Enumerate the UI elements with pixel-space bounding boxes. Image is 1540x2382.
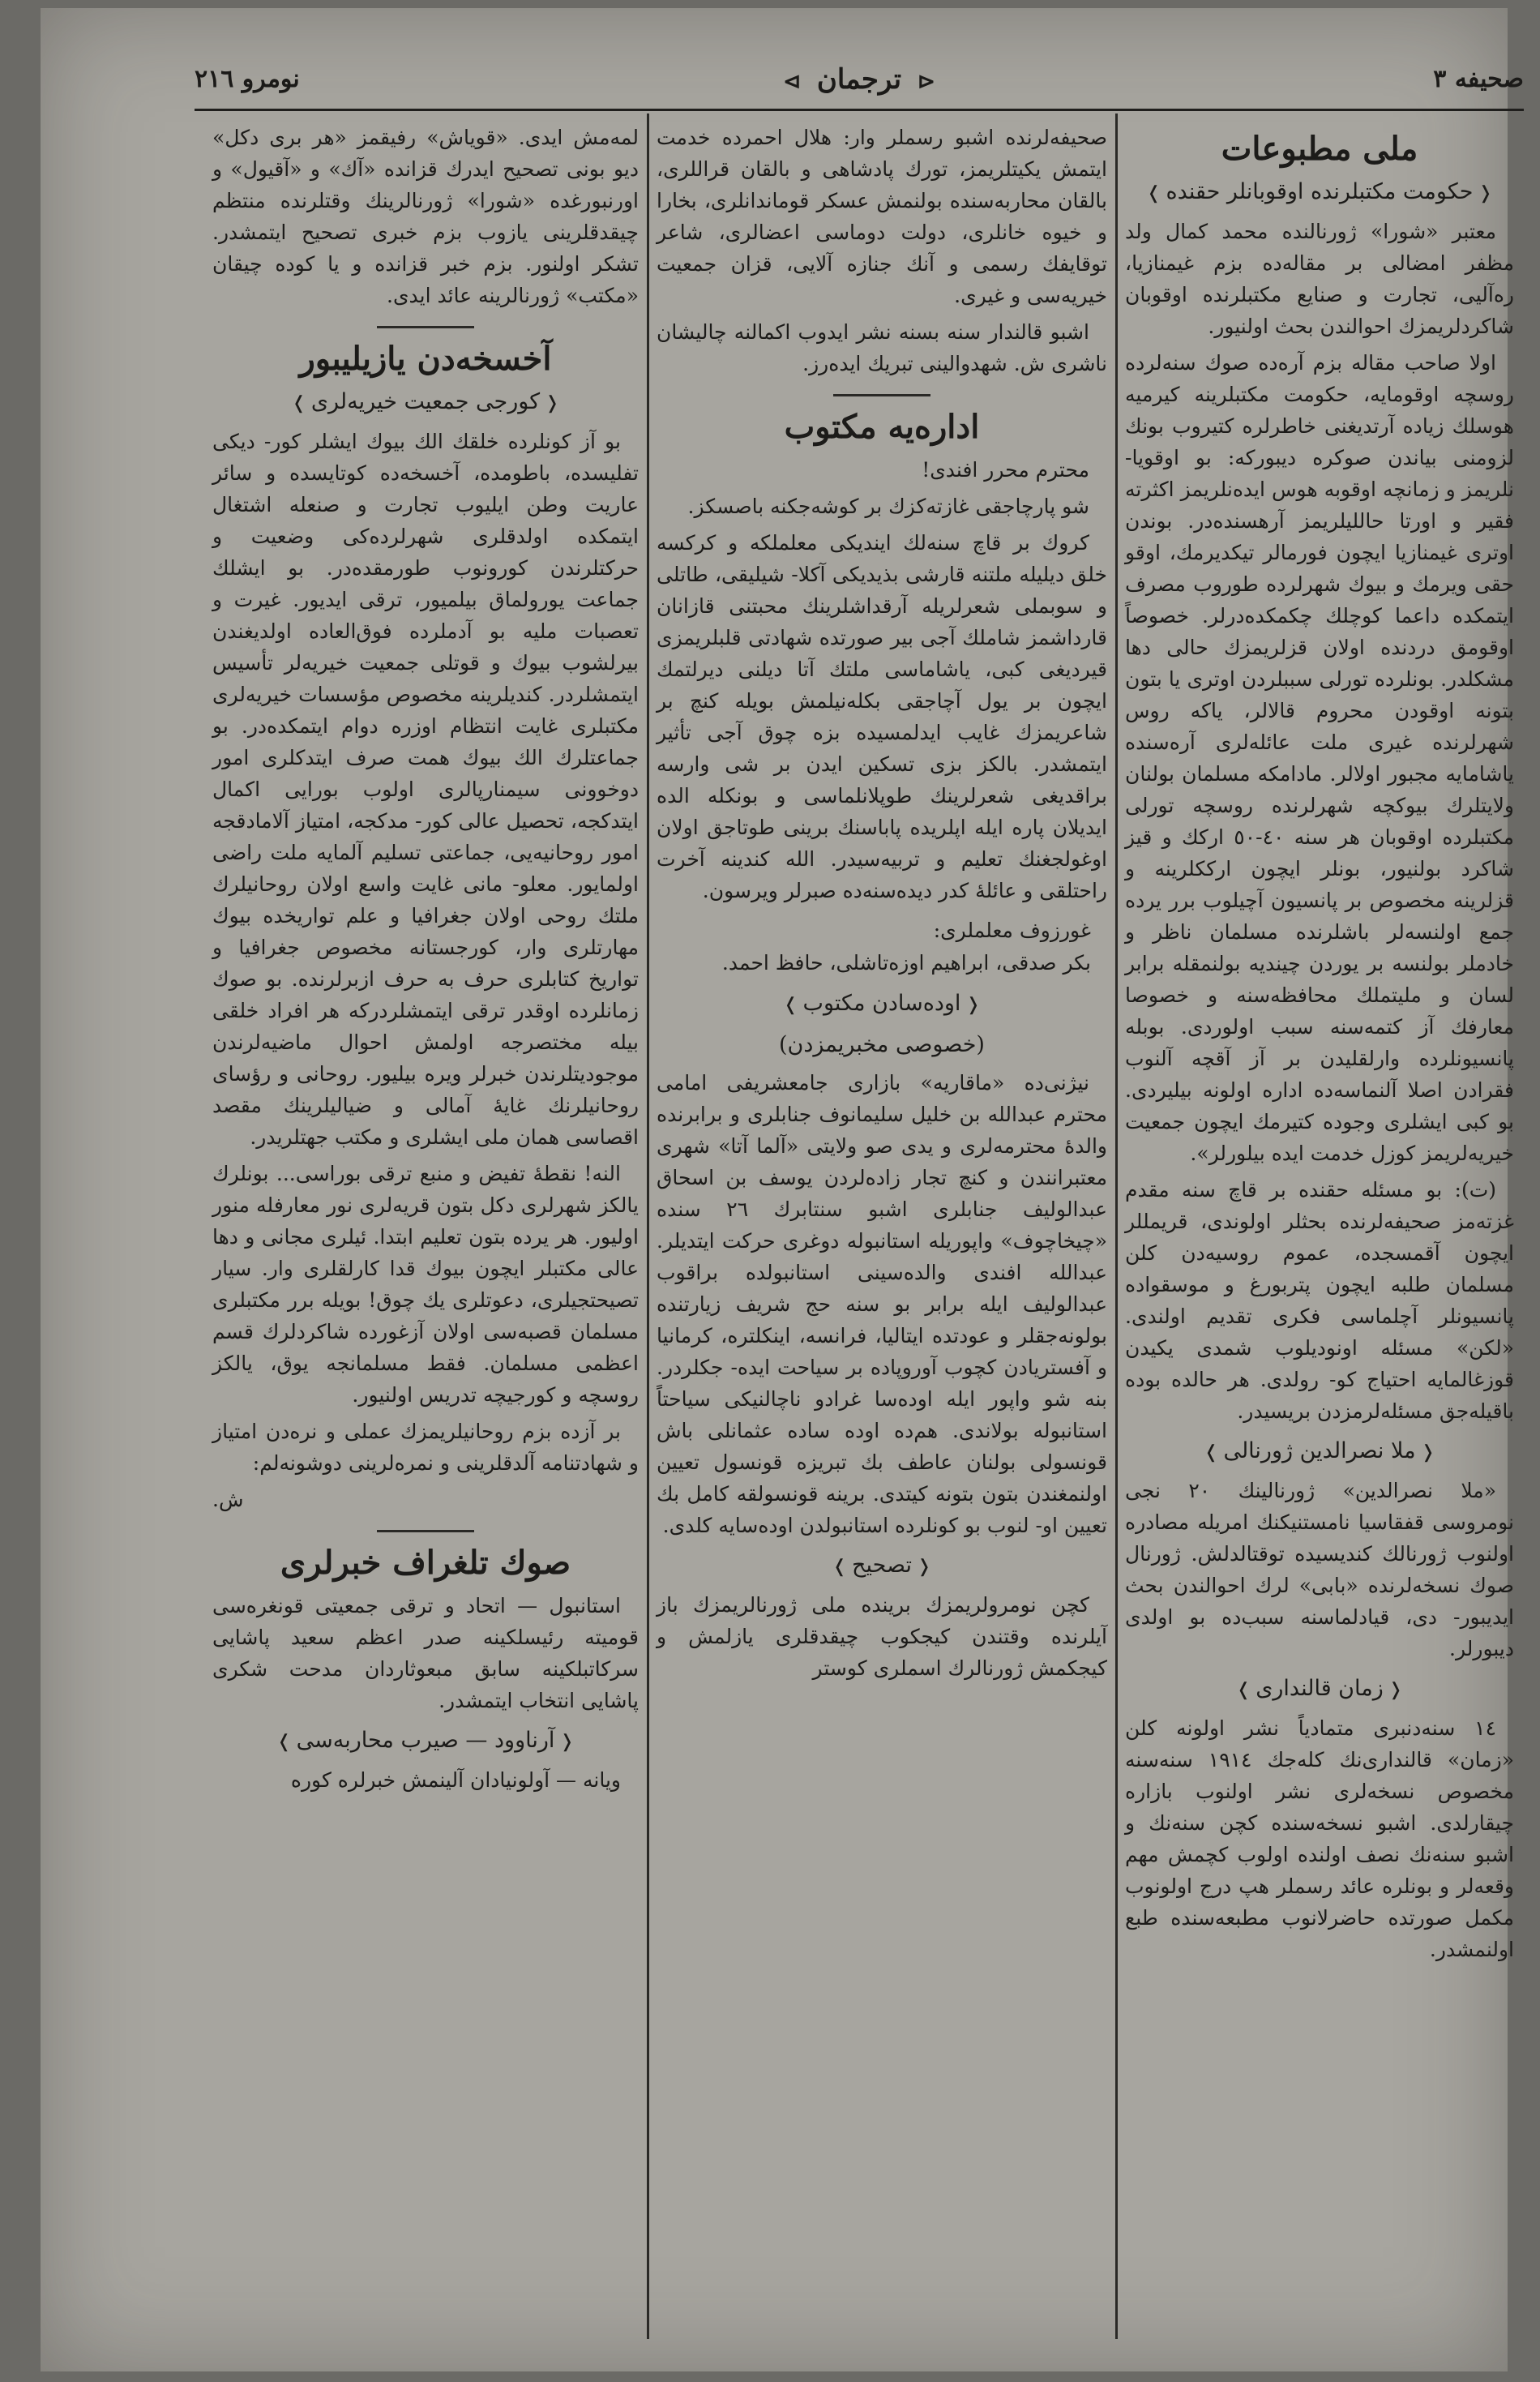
section-heading: آخسخه‌دن یازیلیبور: [299, 340, 552, 378]
paragraph: «ملا نصرالدین» ژورنالینك ٢٠ نجی نومروسی قفقاسیا نامستنیکنك امریله مصادره اولنوب ژورنالك کندیسیده توقتالدلش. ژورنال صوك نسخه‌لرنده «بابی» لرك احوالندن بحث ایدیبور- دی، قیادلماسنه سبب‌ده بو اولدی دیبورلر.: [1125, 1479, 1514, 1660]
paragraph: نیژنی‌ده «ماقاریه» بازاری جامعشریفی امامی محترم عبدالله بن خلیل سلیمانوف جنابلری و برابرنده والدهٔ محترمه‌لری و یدی صو ولایتی «آلما آتا» شهری معتبرانندن و کنچ تجار زاده‌لردن یوسف بن اسحاق عبدالولیف جنابلری اشبو سنتابرك ٢٦ سنده «چیخاچوف» واپوریله استانبوله دوغری حرکت ایتدیلر. عبدالله افندی والده‌سینی استانبولده براقوب عبدالولیف ایله برابر بو سنه حج شریف زیارتنده بولونه‌جقلر و عودتده ایتالیا، فرانسه، اینکلتره، کرمانیا و آفستریادن کچوب آوروپاده بر سیاحت ایده- جکلردر. بنه شو واپور ایله اوده‌سا غرادو ناچالنیکی سیاحتاً استانبوله بولاندی. هم‌ده اوده ساده عثمانلی باش قونسولی بولنان عاطف بك تبریزه قونسول تعیین اولنمغندن بتون بتونه کیتدی. برینه قونسولقه کامل بك تعیین او- لنوب بو کونلرده استانبولدن اوده‌سایه کلدی.: [657, 1071, 1107, 1537]
signature-title: غورزوف معلملری:: [933, 919, 1091, 942]
column-right: [1125, 122, 1514, 1970]
page-header: [195, 65, 1524, 104]
paragraph: معتبر «شورا» ژورنالنده محمد کمال ولد مظفر امضالی بر مقاله‌ده بزم غیمنازیا، ره‌آلیی، تجارت و صنایع مکتبلرنده اوقوبان شاکردلریمزك احوالندن بحث اولنیور.: [1125, 220, 1514, 338]
paragraph: النه! نقطهٔ تفیض و منبع ترقی بوراسی... بونلرك یالکز شهرلری دکل بتون قریه‌لری نور معارفله منور اولیور. هر یرده بتون تعلیم ابتدا. ئیلری مجانی و دها عالی مکتبلر ایچون بیوك قدا کارلقلری وار. سیار تصیحتجیلری، دعوتلری یك چوق! بویله برر مکتبلری مسلمان قصبه‌سی اولان آزغورده شاکردلرك قسم اعظمی مسلمان. فقط مسلمانجه یوق، یالکز روسچه و کورجیچه تدریس اولنیور.: [212, 1162, 639, 1407]
paragraph: شو پارچاجقی غازته‌کزك بر کوشه‌جکنه باصسکز.: [687, 495, 1089, 518]
paragraph: ویانه — آولونیادان آلینمش خبرلره کوره: [290, 1768, 621, 1792]
newspaper-page: [41, 8, 1524, 2371]
section-divider: [377, 326, 474, 328]
signature: ش.: [212, 1488, 244, 1511]
newspaper-title: ترجمان: [816, 63, 902, 96]
masthead: [776, 63, 942, 96]
paragraph: بو آز کونلرده خلقك الك بیوك ایشلر کور- دیکی تفلیسده، باطومده، آخسخه‌ده کوتایسده و سائر عاریت وطن ایلیوب تجارت و صنعله اشتغال ایتمکده اولدقلری شهرلرده‌کی وضعیت و حرکتلرندن کورونوب طورمقده‌در. بو ایشلك جماعت یورولماق بیلمیور، ترقی ایدیور. غیرت و تعصبات ملیه بو آدملرده فوق‌العاده اولدیغندن بیرلشوب بیوك و قوتلی جمعیت خیریه‌لر تأسیس ایتمشلردر. کندیلرینه مخصوص مؤسسات خیریه‌لری مکتبلری غایت انتظام اوزره دوام ایتمکده‌در. بو جماعتلرك الك بیوك همت صرف ایتدکلری امور دوخوونی سیمنارپالری اولوب بورایی اکمال ایتدکجه، تحصیل عالی کور- مدکجه، امتیاز آلامادقجه امور روحانیه‌یی، جماعتی تسلیم آلمایه ملت راضی اولمایور. معلو- مانی غایت واسع اولان روحانیلرك ملتك روحی اولان جغرافیا و علم تواریخده بیوك مهارتلری وار، کورجستانه مخصوص جغرافیا و تواریخ کتابلری حرف به حرف ازبرلرنده. بو صوك زمانلرده اوقدر ترقی ایتمشلردرکه هر افراد خلقی بیله مختصرجه اولمش احوال ماضیه‌لرندن موجودیتلرندن خبرلر ویره بیلیور. روحانی و رؤسای روحانیلرنك غایهٔ آمالی و ضیالیلرینك مقصد اقصاسی همان ملی ایشلری و مکتب جهتلریدر.: [212, 430, 639, 1149]
paragraph: اشبو قالندار سنه بسنه نشر ایدوب اکمالنه چالیشان ناشری ش. شهدوالینی تبریك ایده‌رز.: [657, 320, 1107, 375]
subheading: ❬اوده‌سادن مکتوب❭: [783, 991, 981, 1016]
column-left: [212, 122, 639, 1801]
paragraph: کچن نومرولریمزك برینده ملی ژورنالریمزك باز آیلرنده وقتندن کیجکوب چیقدقلری یازلمش و کیجکمش ژورنالرك اسملری کوستر: [657, 1593, 1107, 1680]
subheading: ❬زمان قالنداری❭: [1235, 1676, 1404, 1701]
column-divider: [647, 114, 649, 2339]
signature-names: بکر صدقی، ابراهیم اوزه‌تاشلی، حافظ احمد.: [721, 951, 1091, 975]
paragraph: ١٤ سنه‌دنبری متمادیاً نشر اولونه کلن «زمان» قالنداری‌نك کله‌جك ١٩١٤ سنه‌سنه مخصوص نسخه‌لری نشر اولنوب بازاره چیقارلدی. اشبو نسخه‌سنده کچن سنه‌نك و اشبو سنه‌نك نصف اولنده اولوب کچمش مهم وقعه‌لر و بونلره عائد رسملر هپ درج اولونوب مکمل صورتده حاضرلانوب مطبعه‌سنده طبع اولنمشدر.: [1125, 1716, 1514, 1961]
subheading: ❬کورجی جمعیت خیریه‌لری❭: [291, 389, 560, 414]
letter-signature: [657, 915, 1107, 979]
ornament-left-icon: ⊳: [783, 70, 802, 94]
paragraph: کروك بر قاچ سنه‌لك ایندیکی معلملکه و کرکسه خلق دیلیله ملتنه قارشی بذیدیکی آکلا- شیلیقی، طاتلی و سوبملی شعرلریله آرقداشلرینك محبتنی قازانان قارداشمز شاملك آجی بیر صورتده شهادتی قلبلریمزی قیردیغی کبی، یاشاماسی ملتك آتا دیلنی دیرلتمك ایچون بر یول آچاجقی بکله‌نیلمش بویله کنچ بر شاعریمزك غایب ایدلمسیده بزه چوق آجی تأثیر ایتمشدر. بالکز بزی تسکین ایدن بر شی وارسه براقدیغی شعرلرینك طوپلانلماسی و بونکله الده ایدیلان پاره ایله اپلریده پاباسنك برینی طوتاجق اولان اوغولجغنك تعلیم و تربیه‌سیدر. الله کندینه آخرت راحتلقی و عائلهٔ کدر دیده‌سنه‌ده صبرلر ویرسون.: [657, 531, 1107, 902]
paragraph: لمه‌مش ایدی. «قویاش» رفیقمز «هر بری دکل» دیو بونی تصحیح ایدرك قزانده «آك» و «آقیول» و اورنبورغده «شورا» ژورنالرینك وقتلرنده منتظم چیقدقلرینی یازوب بزم خبری تصحیح ایتمشدر. تشکر اولنور. بزم خبر قزانده و یا کوده چیقان «مکتب» ژورنالرینه عائد ایدی.: [212, 126, 639, 307]
section-heading: اداره‌یه مکتوب: [784, 408, 980, 446]
header-rule: [195, 109, 1524, 111]
paragraph: اولا صاحب مقاله بزم آره‌ده صوك سنه‌لرده روسچه اوقومایه، حکومت مکتبلرینه کیرمیه هوسلك زیاده آرتدیغنی خاطرلره کتیروب بونك لزومنی بیاندن صوکره دیبورکه: بو اوقویا- نلریمز و زمانچه اوقوبه هوس ایده‌نلریمز اکثرته فقیر و اورتا حالليلريمز آرهسنده‌در. بوندن اوتری غیمنازیا ایچون فورمالر تیکدیرمك، اوقو حقی ویرمك و بیوك شهرلرده طوروب مصرف ایتمکده داعما کوچلك چکمکده‌درلر. خصوصاً اوقومق درد‌نده اولان قزلریمزك حالی دها مشکلدر. بونلرده تورلی سببلردن اوتری یا بتون بتونه اوقودن محروم قالالر، یاکه روس شهرلرنده غیری ملت عائله‌لری آره‌سنده یاشامایه مجبور اولالر. مادامکه مسلمان بولنان ولایتلرك بیوکچه شهرلرنده روسچه تورلی مکتبلرده اوقوبان هر سنه ٤٠-٥٠ ارکك و قیز شاکرد بولنیور، بونلر ایچون ارککلرینه و قزلرینه مخصوص بر پانسیون آچیلوب برر یرده جمع اولنسه‌لر باشلرنده مسلمان ناظر و خادملر بولنسه بر یوردن چیندیه بولنمقله برابر لسان و ملیتملك محافظه‌سنه و خصوصا معارفك آز کتمه‌سنه سبب اولوردی. بوبله پانسیونلرده وارلقلیدن بر آز آقچه آلنوب فقرادن اصلا آلنماسه‌ده اداره اولونه بیلیردی. بو کبی ایشلری وجوده کتیرمك ایچون جمعیت خیریه‌لریمز کوزل خدمت ایده بیلورلر».: [1125, 351, 1514, 1165]
paragraph: استانبول — اتحاد و ترقی جمعیتی قونغره‌سی قومیته رئیسلکینه صدر اعظم سعید پاشایی سرکاتبلکینه سابق مبعوثاردان مدحت شکری پاشایی انتخاب ایتمشدر.: [212, 1594, 639, 1712]
column-middle: [657, 122, 1107, 1689]
section-divider: [833, 394, 930, 396]
paragraph: صحیفه‌لرنده اشبو رسملر وار: هلال احمرده خدمت ایتمش یکیتلریمز، تورك پادشاهی و بالقان قراللری، بالقان محاربه‌سنده بولنمش عسکر قوماندانلری، بخارا و خیوه خانلری، دولت دوماسی اعضالری، شاعر توقایفك رسمی و آنك جنازه آلایی، قزان جمعیت خیریه‌سی و غیری.: [657, 126, 1107, 307]
subheading: ❬تصحیح❭: [832, 1553, 932, 1578]
section-heading: صوك تلغراف خبرلری: [280, 1544, 571, 1582]
subheading: ❬ملا نصرالدین ژورنالی❭: [1204, 1438, 1435, 1463]
section-heading: ملی مطبوعات: [1221, 130, 1418, 168]
subheading: ❬حکومت مکتبلرنده اوقوبانلر حقنده❭: [1146, 179, 1493, 204]
paragraph: (ت): بو مسئله حقنده بر قاچ سنه مقدم غزته‌مز صحیفه‌لرنده بحثلر اولوندی، قریمللر ایچون آقمسجده، عموم روسیه‌دن کلن مسلمان طلبه ایچون پتربورغ و موسقواده پانسیونلر آچلماسی فکری تقدیم اولندی. «لکن» مسئله اونودیلوب شمدی یکیدن قوزغالمایه احتیاج کو- رولدی. هر حالده بوده باقیله‌جق مسئله‌لرمزدن بریسیدر.: [1125, 1178, 1514, 1423]
column-divider: [1115, 114, 1118, 2339]
ornament-right-icon: ⊲: [917, 70, 935, 94]
salutation: محترم محرر افندی!: [922, 458, 1089, 482]
subheading-note: (خصوصی مخبریمزدن): [779, 1032, 985, 1057]
issue-number: نومرو ٢١٦: [195, 65, 300, 93]
paragraph: بر آزده بزم روحانیلریمزك عملی و نره‌دن امتیاز و شهادتنامه آلدقلرینی و نمره‌لرینی دوشونه‌لم:: [212, 1420, 639, 1475]
page-number: صحیفه ٣: [1433, 65, 1524, 93]
section-divider: [377, 1530, 474, 1532]
subheading: ❬آرناوود — صیرب محاربه‌سی❭: [276, 1728, 575, 1753]
